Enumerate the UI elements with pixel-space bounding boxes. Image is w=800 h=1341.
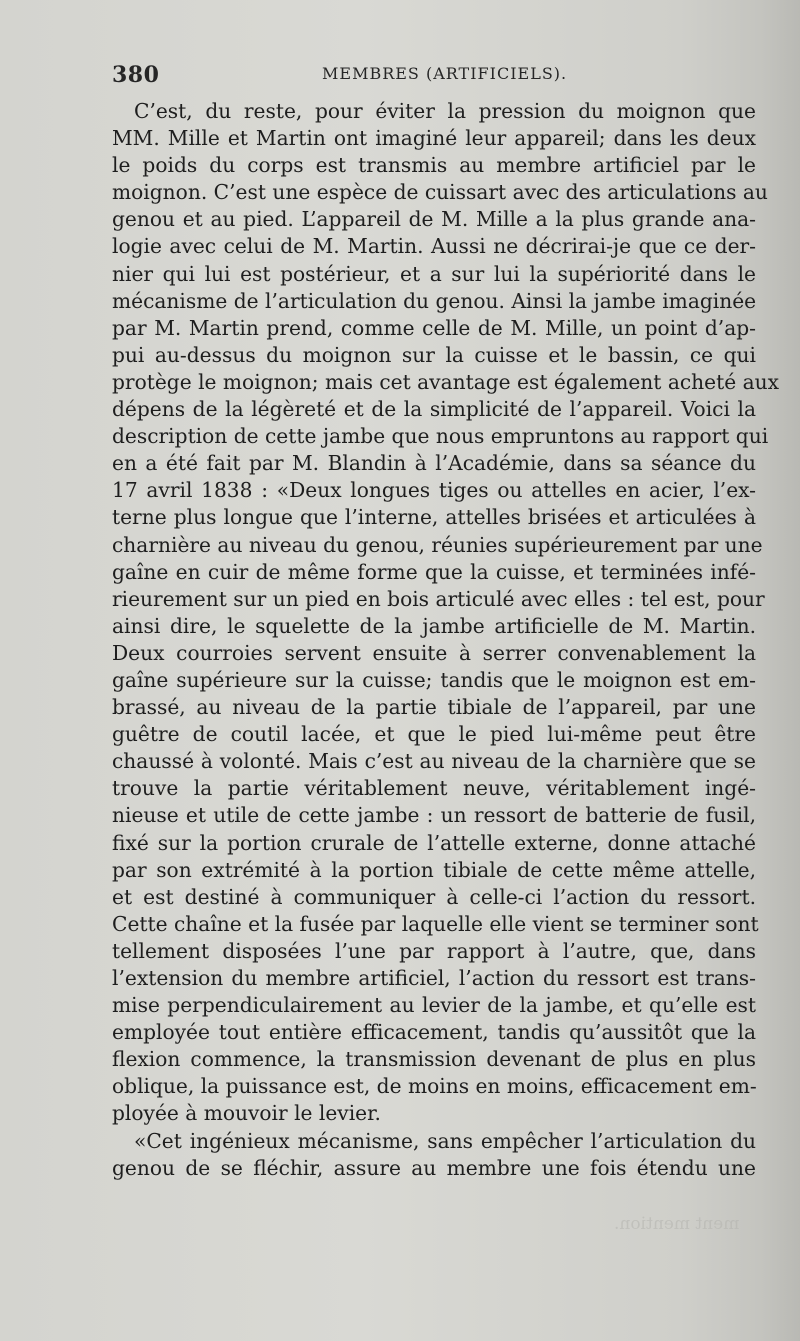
running-title: MEMBRES (ARTIFICIELS).	[322, 64, 568, 83]
text-line: et est destiné à communiquer à celle-ci l’action du ressort.	[112, 884, 756, 909]
text-line: chaussé à volonté. Mais c’est au niveau de la charnière que se	[112, 749, 756, 774]
text-line: logie avec celui de M. Martin. Aussi ne décrirai-je que ce der-	[112, 234, 756, 259]
text-line: charnière au niveau du genou, réunies supérieurement par une	[112, 532, 763, 557]
text-line: description de cette jambe que nous empruntons au rapport qui	[112, 424, 769, 449]
text-line: gaîne supérieure sur la cuisse; tandis que le moignon est em-	[112, 667, 756, 692]
text-line: le poids du corps est transmis au membre artificiel par le	[112, 153, 756, 178]
text-line: ployée à mouvoir le levier.	[112, 1101, 381, 1126]
text-line: par son extrémité à la portion tibiale de cette même attelle,	[112, 857, 756, 882]
text-line: 17 avril 1838 : «Deux longues tiges ou attelles en acier, l’ex-	[112, 478, 756, 503]
text-line: guêtre de coutil lacée, et que le pied lui-même peut être	[112, 722, 756, 747]
text-line: dépens de la légèreté et de la simplicité de l’appareil. Voici la	[112, 397, 756, 422]
page-number: 380	[112, 62, 160, 88]
text-line: Deux courroies servent ensuite à serrer convenablement la	[112, 640, 756, 665]
text-line: nieuse et utile de cette jambe : un ressort de batterie de fusil,	[112, 803, 756, 828]
text-line: pui au-dessus du moignon sur la cuisse et le bassin, ce qui	[112, 342, 756, 367]
text-line: l’extension du membre artificiel, l’action du ressort est trans-	[112, 966, 756, 990]
text-line: trouve la partie véritablement neuve, véritablement ingé-	[112, 776, 756, 801]
text-line: mise perpendiculairement au levier de la jambe, et qu’elle est	[112, 993, 756, 1018]
text-line: mécanisme de l’articulation du genou. Ainsi la jambe imaginée	[112, 288, 757, 313]
text-line: C’est, du reste, pour éviter la pression du moignon que	[134, 99, 756, 123]
text-line: nier qui lui est postérieur, et a sur lui la supériorité dans le	[112, 261, 756, 286]
text-line: gaîne en cuir de même forme que la cuisse, et terminées infé-	[112, 559, 756, 584]
text-line: oblique, la puissance est, de moins en moins, efficacement em-	[112, 1074, 757, 1099]
text-line: MM. Mille et Martin ont imaginé leur appareil; dans les deux	[112, 126, 756, 151]
text-line: tellement disposées l’une par rapport à l’autre, que, dans	[112, 938, 756, 963]
text-line: brassé, au niveau de la partie tibiale de l’appareil, par une	[112, 695, 756, 720]
text-line: protège le moignon; mais cet avantage est également acheté aux	[112, 369, 780, 394]
text-line: genou et au pied. L’appareil de M. Mille a la plus grande ana-	[112, 207, 756, 232]
text-line: flexion commence, la transmission devenant de plus en plus	[112, 1047, 756, 1072]
text-line: Cette chaîne et la fusée par laquelle elle vient se terminer sont	[112, 911, 759, 936]
text-line: fixé sur la portion crurale de l’attelle externe, donne attaché	[112, 830, 756, 855]
page-header	[112, 62, 760, 94]
text-line: genou de se fléchir, assure au membre une fois étendu une	[112, 1155, 756, 1180]
text-line: rieurement sur un pied en bois articulé avec elles : tel est, pour	[112, 586, 765, 611]
text-line: terne plus longue que l’interne, attelles brisées et articulées à	[112, 505, 756, 530]
text-line: moignon. C’est une espèce de cuissart avec des articulations au	[112, 180, 768, 205]
text-line: «Cet ingénieux mécanisme, sans empêcher l’articulation du	[134, 1128, 756, 1153]
text-line: ainsi dire, le squelette de la jambe artificielle de M. Martin.	[112, 613, 756, 638]
body-text	[112, 98, 780, 1182]
text-line: employée tout entière efficacement, tandis qu’aussitôt que la	[112, 1020, 756, 1045]
text-line: par M. Martin prend, comme celle de M. Mille, un point d’ap-	[112, 315, 756, 340]
text-line: en a été fait par M. Blandin à l’Académie, dans sa séance du	[112, 451, 756, 476]
bleed-through-text: ment mention.	[614, 1214, 740, 1234]
